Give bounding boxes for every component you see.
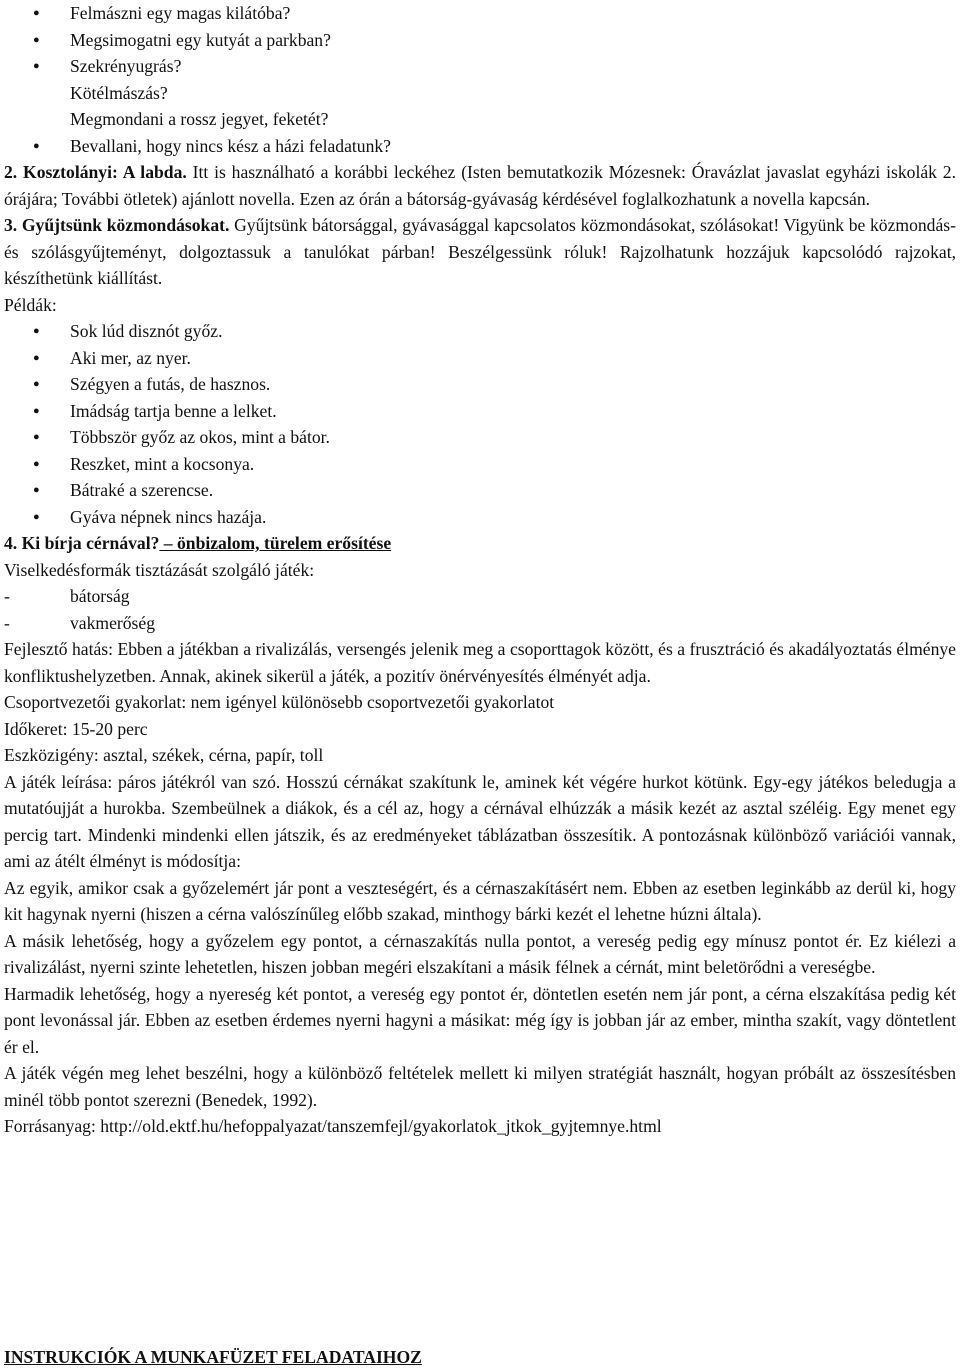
section-4-subtitle: – önbizalom, türelem erősítése — [159, 533, 392, 553]
section-2-heading: 2. Kosztolányi: A labda. — [4, 162, 187, 182]
question-item: ● Szekrényugrás? — [4, 53, 956, 80]
section-4-text: A játék végén meg lehet beszélni, hogy a különböző feltételek mellett ki milyen stratégiát használt, hogyan próbált az összesítésben minél több pontot szerezni (Benedek, 1992). — [4, 1063, 956, 1110]
section-4-text: Fejlesztő hatás: Ebben a játékban a rivalizálás, versengés jelenik meg a csoporttagok között, és a frusztráció és akadályoztatás élménye konfliktushelyzetben. Annak, akinek sikerül a játék, a pozitív önérvényesítés élményét adja. — [4, 639, 956, 686]
section-4-text: Az egyik, amikor csak a győzelemért jár pont a veszteségért, és a cérnaszakításért nem. Ebben az esetben leginkább az derül ki, hogy kit hagynak nyerni (hiszen a cérna valószínűleg előbb szakad, minthogy bárki kezét el lehetne húzni általa). — [4, 877, 956, 924]
dash-symbol: - — [4, 586, 10, 606]
section-4-text: A másik lehetőség, hogy a győzelem egy pontot, a cérnaszakítás nulla pontot, a vereség pedig egy mínusz pontot ér. Ez kiélezi a rivalizálást, nyerni szinte lehetetlen, hiszen jobban megéri elszakítani a másik félnek a cérnát, mint beletörődni a vereségbe. — [4, 930, 956, 977]
section-4-text: A játék leírása: páros játékról van szó. Hosszú cérnákat szakítunk le, aminek két végére hurkot kötünk. Egy-egy játékos beledugja a mutatóujját a hurokba. Szembeülnek a diákok, és a cél az, hogy a cérnával elhúzzák a másik kezét az asztal széléig. Egy menet egy percig tart. Mindenki mindenki ellen játszik, és az eredményeket táblázatban összesítik. A pontozásnak különböző variációi vannak, ami az átélt élményt is módosítja: — [4, 771, 956, 871]
document-page — [4, 0, 956, 1140]
section-4-text: Harmadik lehetőség, hogy a nyereség két pontot, a vereség egy pontot ér, döntetlen esetén nem jár pont, a cérna elszakítása pedig két pont levonással jár. Ebben az esetben érdemes nyerni hagyni a másikat: még így is jobban jár az ember, mintha szakít, vagy döntetlent ér el. — [4, 983, 956, 1057]
section-4-text: Eszközigény: asztal, székek, cérna, papír, toll — [4, 745, 324, 765]
dash-list — [4, 583, 956, 636]
section-4-heading-line — [4, 530, 956, 557]
footer-title: INSTRUKCIÓK A MUNKAFÜZET FELADATAIHOZ — [4, 1347, 422, 1367]
proverb-item: ● Szégyen a futás, de hasznos. — [4, 371, 956, 398]
section-4-intro: Viselkedésformák tisztázását szolgáló játék: — [4, 559, 315, 580]
section-4-text: Időkeret: 15-20 perc — [4, 718, 148, 739]
proverb-item: ● Sok lúd disznót győz. — [4, 318, 956, 345]
question-list — [4, 0, 956, 159]
question-item: ● Megsimogatni egy kutyát a parkban? — [4, 27, 956, 54]
proverb-list — [4, 318, 956, 530]
proverb-item: ● Aki mer, az nyer. — [4, 345, 956, 372]
section-4-heading: 4. Ki bírja cérnával? — [4, 533, 160, 553]
dash-item-text: bátorság — [70, 586, 130, 606]
dash-item-text: vakmerőség — [70, 612, 156, 633]
question-item: ● Bevallani, hogy nincs kész a házi feladatunk? — [4, 133, 956, 160]
question-item: Megmondani a rossz jegyet, feketét? — [70, 109, 329, 129]
section-4-paragraphs — [4, 636, 956, 1140]
proverb-item: ● Imádság tartja benne a lelket. — [4, 398, 956, 425]
proverb-item: ● Bátraké a szerencse. — [4, 477, 956, 504]
section-2-paragraph — [4, 159, 956, 212]
question-item: ● Felmászni egy magas kilátóba? — [4, 0, 956, 27]
dash-item — [4, 583, 956, 610]
dash-item — [4, 610, 956, 637]
source-line: Forrásanyag: http://old.ektf.hu/hefoppalyazat/tanszemfejl/gyakorlatok_jtkok_gyjtemnye.html — [4, 1116, 662, 1136]
section-3-heading: 3. Gyűjtsünk közmondásokat. — [4, 215, 230, 235]
examples-label: Példák: — [4, 294, 57, 315]
proverb-item: ● Többször győz az okos, mint a bátor. — [4, 424, 956, 451]
question-item: Kötélmászás? — [70, 82, 168, 103]
section-4-text: Csoportvezetői gyakorlat: nem igényel különösebb csoportvezetői gyakorlatot — [4, 692, 555, 712]
proverb-item: ● Reszket, mint a kocsonya. — [4, 451, 956, 478]
proverb-item: ● Gyáva népnek nincs hazája. — [4, 504, 956, 531]
dash-symbol: - — [4, 612, 10, 633]
section-3-paragraph — [4, 212, 956, 292]
section-2-body: Itt is használható a korábbi leckéhez (Isten bemutatkozik Mózesnek: Óravázlat javaslat egyházi iskolák 2. órájára; További ötletek) ajánlott novella. Ezen az órán a bátorság-gyávaság kérdésével foglalkozhatunk a novella kapcsán. — [4, 162, 956, 209]
section-3-body: Gyűjtsünk bátorsággal, gyávasággal kapcsolatos közmondásokat, szólásokat! Vigyünk be közmondás- és szólásgyűjteményt, dolgoztassuk a tanulókat párban! Beszélgessünk róluk! Rajzolhatunk hozzájuk kapcsolódó rajzokat, készíthetünk kiállítást. — [4, 215, 956, 288]
